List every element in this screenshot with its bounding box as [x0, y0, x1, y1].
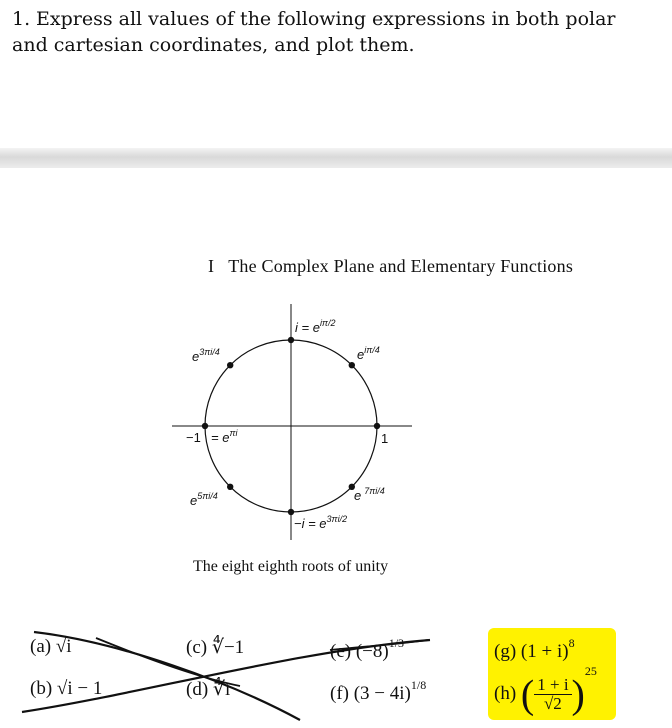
unit-circle-figure: [160, 296, 420, 546]
label-neg-one: −1: [186, 430, 201, 445]
label-one: 1: [381, 431, 389, 446]
cross-out-stroke-3: [96, 638, 240, 686]
label-e-pi: = $e^{\pi i}$: [211, 428, 238, 445]
subproblem-h: (h) ( $\frac{1 + i}{√2}$ )$^{25}$: [494, 664, 597, 717]
cross-out-stroke-1: [34, 632, 300, 720]
problem-statement: [12, 6, 652, 58]
subproblem-h-label: (h): [494, 683, 517, 704]
section-roman: I: [208, 256, 215, 276]
figure-caption: The eight eighth roots of unity: [193, 558, 389, 575]
problem-number: 1.: [12, 8, 31, 30]
root-point-3: [288, 337, 294, 343]
root-point-5: [202, 423, 208, 429]
cross-out-stroke-2: [22, 640, 430, 712]
subproblem-d: (d) ∜i: [186, 679, 231, 700]
label-e-5pi-4: $e^{5\pi i/4}$: [190, 491, 218, 508]
root-point-1: [374, 423, 380, 429]
label-e-3pi-4: $e^{3\pi i/4}$: [192, 347, 220, 364]
section-header: [208, 256, 573, 277]
cross-out-stroke-4: [330, 640, 428, 650]
subproblem-g: (g) $(1 + i)^8$: [494, 636, 575, 662]
label-e-pi-4: $e^{i\pi/4}$: [357, 345, 380, 362]
label-neg-i: $-i = e^{3\pi i/2}$: [294, 514, 348, 531]
subproblem-e: (e) $(-8)^{1/3}$: [330, 636, 405, 662]
problem-text: Express all values of the following expressions in both polar and cartesian coordinates, and plot them.: [12, 8, 616, 56]
section-title: The Complex Plane and Elementary Functions: [228, 256, 574, 276]
page-divider: [0, 148, 672, 168]
subproblem-f: (f) $(3 - 4i)^{1/8}$: [330, 678, 427, 704]
subproblem-h-fraction: $\frac{1 + i}{√2}$: [534, 676, 571, 713]
label-e-7pi-4: e $^{7\pi i/4}$: [354, 486, 385, 503]
root-point-7: [288, 509, 294, 515]
root-point-4: [227, 362, 233, 368]
subproblem-c: (c) ∜−1: [186, 637, 245, 658]
root-point-2: [349, 362, 355, 368]
cross-out-strokes: [0, 620, 672, 728]
subproblem-b: (b) √i − 1: [30, 678, 103, 699]
label-i: $i = e^{i\pi/2}$: [295, 318, 336, 335]
root-point-6: [227, 484, 233, 490]
subproblem-a: (a) √i: [30, 636, 72, 657]
